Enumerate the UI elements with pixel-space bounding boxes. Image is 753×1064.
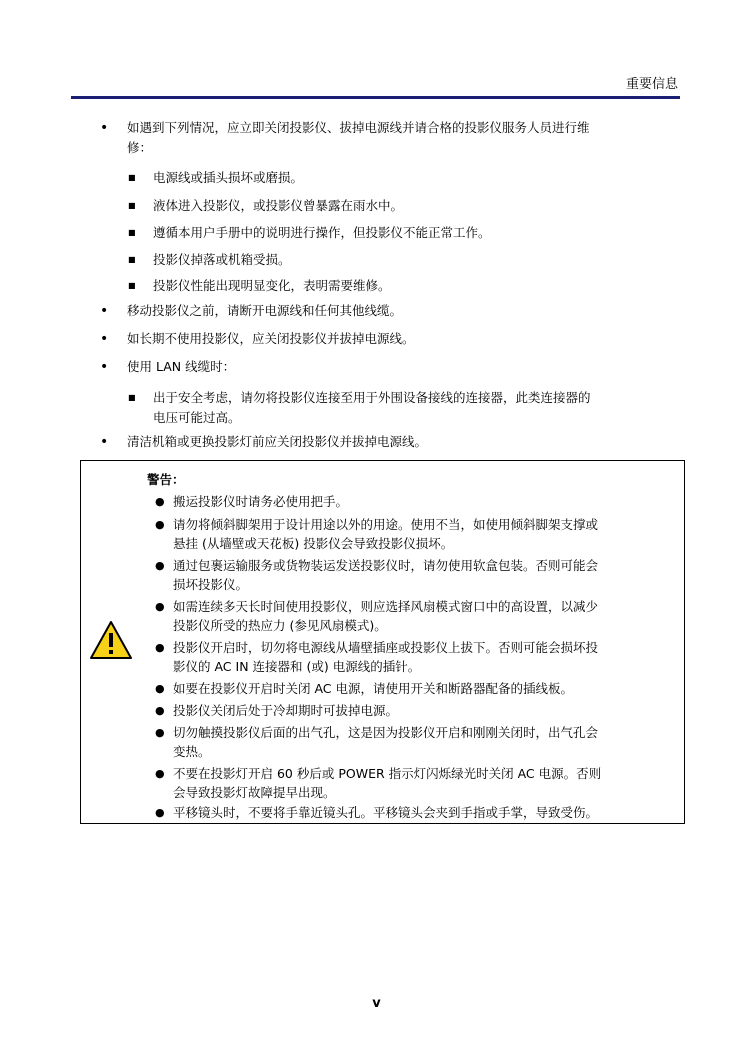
move-note: 移动投影仪之前，请断开电源线和任何其他线缆。 (127, 303, 403, 318)
warning-line: 会导致投影灯故障提早出现。 (173, 785, 336, 800)
service-condition-item: 遵循本用户手册中的说明进行操作，但投影仪不能正常工作。 (153, 225, 491, 240)
bullet-dot: ● (155, 518, 165, 531)
bullet-dot: • (100, 359, 109, 375)
square-bullet: ■ (128, 201, 136, 210)
square-bullet: ■ (128, 281, 136, 290)
square-bullet: ■ (128, 173, 136, 182)
warning-line: 投影仪关闭后处于冷却期时可拔掉电源。 (173, 703, 399, 718)
bullet-dot: • (100, 303, 109, 319)
bullet-dot: ● (155, 600, 165, 613)
bullet-dot: • (100, 434, 109, 450)
warning-line: 悬挂 (从墙壁或天花板) 投影仪会导致投影仪损坏。 (173, 536, 454, 551)
bullet-dot: ● (155, 641, 165, 654)
warning-line: 变热。 (173, 744, 211, 759)
warning-line: 投影仪开启时，切勿将电源线从墙壁插座或投影仪上拔下。否则可能会损坏投 (173, 640, 599, 655)
square-bullet: ■ (128, 393, 136, 402)
warning-line: 平移镜头时，不要将手靠近镜头孔。平移镜头会夹到手指或手掌，导致受伤。 (173, 805, 599, 820)
intro-line-2: 修： (127, 140, 153, 155)
square-bullet: ■ (128, 228, 136, 237)
bullet-dot: ● (155, 682, 165, 695)
warning-triangle-icon (89, 620, 133, 660)
bullet-dot: ● (155, 767, 165, 780)
bullet-dot: • (100, 120, 109, 136)
bullet-dot: ● (155, 495, 165, 508)
service-condition-item: 液体进入投影仪，或投影仪曾暴露在雨水中。 (153, 198, 404, 213)
warning-title: 警告： (147, 472, 185, 487)
warning-line: 切勿触摸投影仪后面的出气孔，这是因为投影仪开启和刚刚关闭时，出气孔会 (173, 725, 599, 740)
warning-line: 不要在投影灯开启 60 秒后或 POWER 指示灯闪烁绿光时关闭 AC 电源。否则 (173, 766, 602, 781)
service-condition-item: 投影仪性能出现明显变化，表明需要维修。 (153, 278, 391, 293)
bullet-dot: ● (155, 704, 165, 717)
lan-heading: 使用 LAN 线缆时： (127, 359, 236, 374)
warning-line: 搬运投影仪时请务必使用把手。 (173, 494, 349, 509)
warning-line: 损坏投影仪。 (173, 577, 249, 592)
bullet-dot: • (100, 331, 109, 347)
long-unused-note: 如长期不使用投影仪，应关闭投影仪并拔掉电源线。 (127, 331, 415, 346)
header-rule (71, 96, 680, 99)
warning-line: 如需连续多天长时间使用投影仪，则应选择风扇模式窗口中的高设置，以减少 (173, 599, 599, 614)
service-condition-item: 投影仪掉落或机箱受损。 (153, 252, 291, 267)
warning-line: 通过包裹运输服务或货物装运发送投影仪时，请勿使用软盒包装。否则可能会 (173, 558, 599, 573)
page-number: v (372, 996, 381, 1011)
bullet-dot: ● (155, 806, 165, 819)
warning-line: 影仪的 AC IN 连接器和 (或) 电源线的插针。 (173, 659, 421, 674)
bullet-dot: ● (155, 559, 165, 572)
warning-line: 如要在投影仪开启时关闭 AC 电源，请使用开关和断路器配备的插线板。 (173, 681, 574, 696)
clean-note: 清洁机箱或更换投影灯前应关闭投影仪并拔掉电源线。 (127, 434, 428, 449)
warning-line: 请勿将倾斜脚架用于设计用途以外的用途。使用不当，如使用倾斜脚架支撑或 (173, 517, 599, 532)
service-condition-item: 电源线或插头损坏或磨损。 (153, 170, 304, 185)
lan-item-line-2: 电压可能过高。 (153, 410, 241, 425)
intro-line-1: 如遇到下列情况，应立即关闭投影仪、拔掉电源线并请合格的投影仪服务人员进行维 (127, 120, 590, 135)
warning-line: 投影仪所受的热应力 (参见风扇模式)。 (173, 618, 387, 633)
square-bullet: ■ (128, 255, 136, 264)
lan-item-line-1: 出于安全考虑，请勿将投影仪连接至用于外围设备接线的连接器，此类连接器的 (153, 390, 591, 405)
header-title: 重要信息 (625, 77, 678, 92)
bullet-dot: ● (155, 726, 165, 739)
